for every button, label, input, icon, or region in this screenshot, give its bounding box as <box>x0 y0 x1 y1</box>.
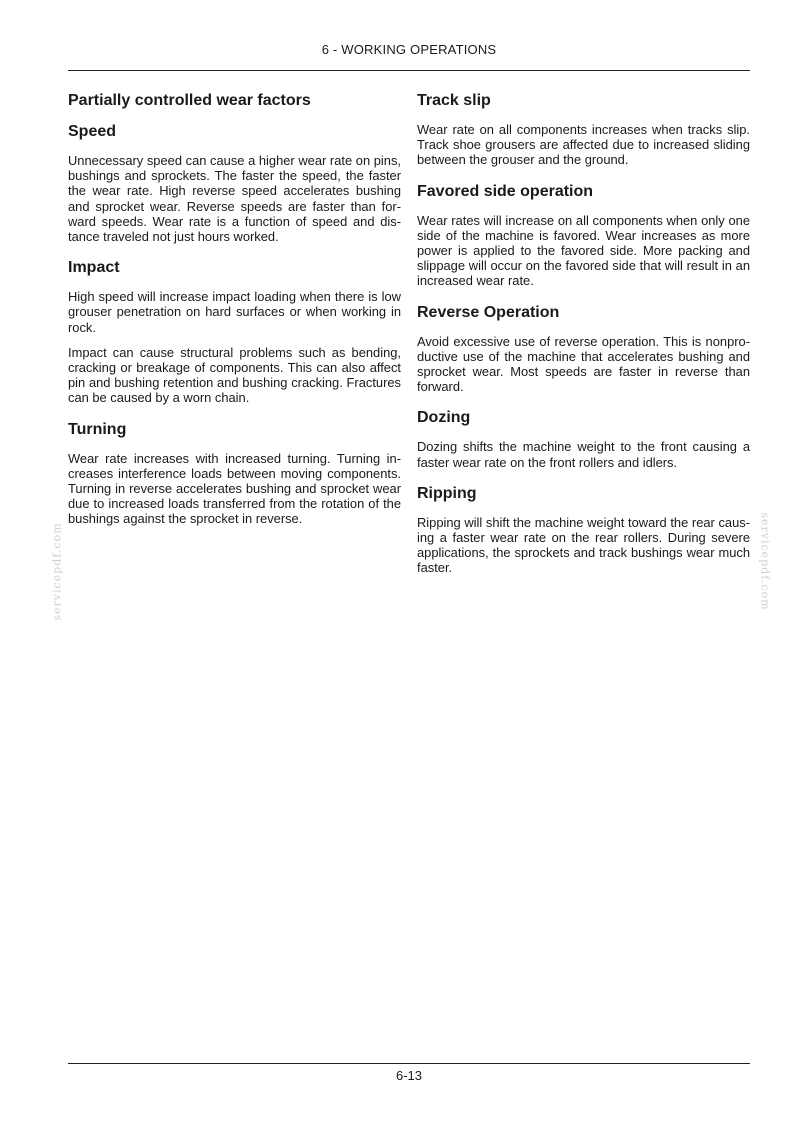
watermark-left: servicepdf.com <box>50 522 64 621</box>
section-impact <box>68 258 401 405</box>
section-title: Track slip <box>417 92 491 109</box>
paragraph: Wear rates will increase on all components when only one side of the machine is favored. Wear increases as more power is applied to the favored side. More packing and slippage will occur on the favored side that will result in an increased wear rate. <box>417 212 750 289</box>
section-title: Reverse Operation <box>417 303 560 321</box>
right-column <box>417 91 750 590</box>
paragraph: Wear rate increases with increased turning. Turning increases interference loads between moving components. Turning in reverse accelerates bushing and sprocket wear due to increased loads transferred from the rotation of the bushings against the sprocket in reverse. <box>68 450 401 527</box>
header-rule <box>68 70 750 71</box>
section-reverse-operation <box>417 303 750 395</box>
section-title: Speed <box>68 123 117 140</box>
section-title: Favored side operation <box>417 182 594 200</box>
section-title: Turning <box>68 420 127 438</box>
section-dozing <box>417 408 750 469</box>
section-track-slip <box>417 91 750 168</box>
page-header: 6 - WORKING OPERATIONS <box>321 42 497 57</box>
paragraph: High speed will increase impact loading when there is low grouser penetration on hard surfaces or when working in rock. <box>68 289 401 335</box>
paragraph: Dozing shifts the machine weight to the front causing a faster wear rate on the front rollers and idlers. <box>417 439 750 470</box>
section-ripping <box>417 484 750 576</box>
watermark-right: servicepdf.com <box>758 512 772 611</box>
paragraph: Unnecessary speed can cause a higher wear rate on pins, bushings and sprockets. The faster the speed, the faster the wear rate. High reverse speed accelerates bushing and sprocket wear. Reverse speeds are faster than forward speeds. Wear rate is a function of speed and distance traveled not just hours worked. <box>68 153 401 245</box>
section-turning <box>68 420 401 527</box>
paragraph: Avoid excessive use of reverse operation. This is nonproductive use of the machine that accelerates bushing and sprocket wear. Most speeds are faster in reverse than forward. <box>417 333 750 395</box>
section-title: Impact <box>68 259 120 277</box>
main-heading: Partially controlled wear factors <box>68 92 311 109</box>
paragraph: Impact can cause structural problems such as bending, cracking or breakage of components. This can also affect pin and bushing retention and bushing cracking. Fractures can be caused by a worn chain. <box>68 344 401 406</box>
paragraph: Ripping will shift the machine weight toward the rear causing a faster wear rate on the rear rollers. During severe applications, the sprockets and track bushings wear much faster. <box>417 514 750 576</box>
footer-rule <box>68 1063 750 1064</box>
paragraph: Wear rate on all components increases when tracks slip. Track shoe grousers are affected due to increased sliding between the grouser and the ground. <box>417 122 750 168</box>
left-column <box>68 91 401 541</box>
page-number: 6-13 <box>395 1068 423 1083</box>
section-title: Dozing <box>417 409 471 427</box>
section-favored-side <box>417 182 750 289</box>
section-speed <box>68 122 401 244</box>
section-title: Ripping <box>417 484 477 502</box>
